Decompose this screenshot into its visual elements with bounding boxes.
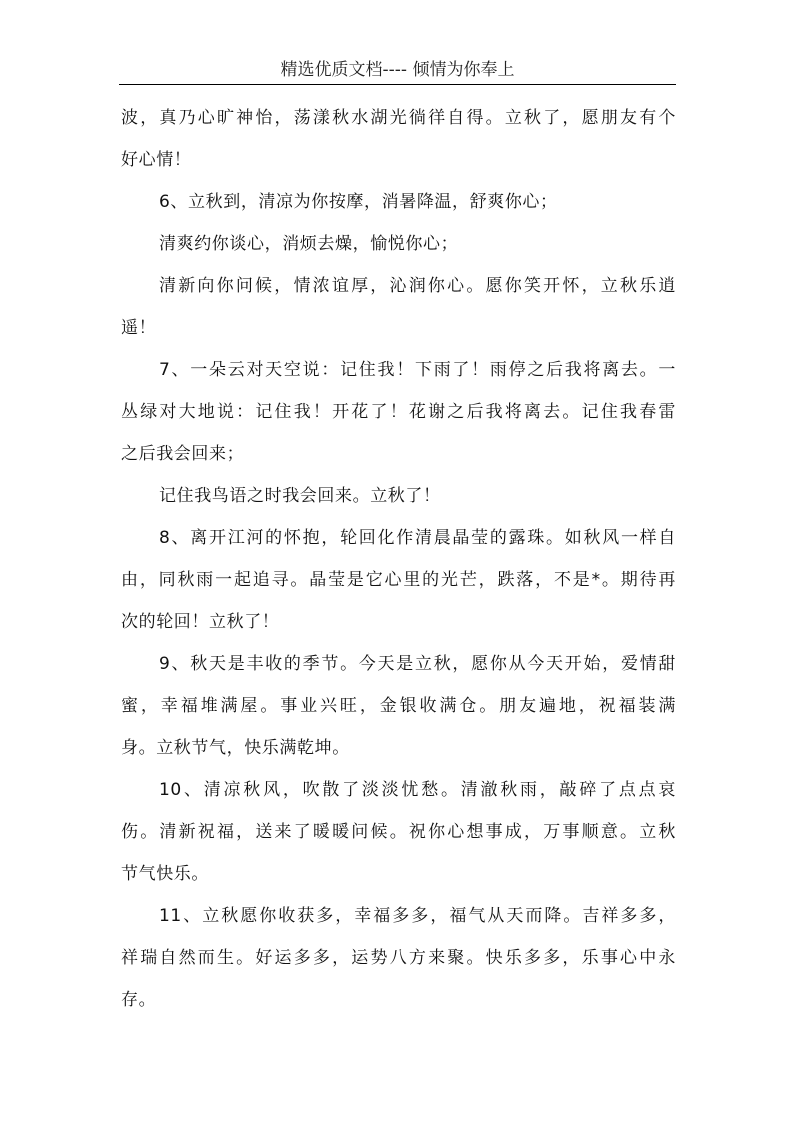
text-line: 清爽约你谈心，消烦去燥，愉悦你心；	[159, 234, 459, 254]
text-line: 11、立秋愿你收获多，幸福多多，福气从天而降。吉祥多多，	[159, 906, 676, 926]
text-line: 存。	[121, 990, 157, 1010]
text-line: 波，真乃心旷神怡，荡漾秋水湖光徜徉自得。立秋了，愿朋友有个	[121, 108, 676, 128]
text-line: 伤。清新祝福，送来了暖暖问候。祝你心想事成，万事顺意。立秋	[121, 822, 676, 842]
document-body	[121, 103, 676, 1027]
text-line: 清新向你问候，情浓谊厚，沁润你心。愿你笑开怀，立秋乐逍	[159, 276, 676, 296]
text-line: 10、清凉秋风，吹散了淡淡忧愁。清澈秋雨，敲碎了点点哀	[159, 780, 676, 800]
text-line: 好心情！	[121, 150, 192, 170]
text-line: 之后我会回来；	[121, 444, 245, 464]
text-line: 祥瑞自然而生。好运多多，运势八方来聚。快乐多多，乐事心中永	[121, 948, 676, 968]
text-line: 9、秋天是丰收的季节。今天是立秋，愿你从今天开始，爱情甜	[159, 654, 676, 674]
text-line: 身。立秋节气，快乐满乾坤。	[121, 738, 350, 758]
text-line: 7、一朵云对天空说：记住我！下雨了！雨停之后我将离去。一	[159, 360, 676, 380]
text-line: 遥！	[121, 318, 157, 338]
text-line: 次的轮回！立秋了！	[121, 612, 280, 632]
text-line: 节气快乐。	[121, 864, 209, 884]
text-line: 8、离开江河的怀抱，轮回化作清晨晶莹的露珠。如秋风一样自	[159, 528, 676, 548]
text-line: 由，同秋雨一起追寻。晶莹是它心里的光芒，跌落，不是*。期待再	[121, 570, 676, 590]
text-line: 记住我鸟语之时我会回来。立秋了！	[159, 486, 441, 506]
text-line: 丛绿对大地说：记住我！开花了！花谢之后我将离去。记住我春雷	[121, 402, 676, 422]
page-header: 精选优质文档---- 倾情为你奉上	[119, 58, 676, 85]
text-line: 蜜，幸福堆满屋。事业兴旺，金银收满仓。朋友遍地，祝福装满	[121, 696, 676, 716]
text-line: 6、立秋到，清凉为你按摩，消暑降温，舒爽你心；	[159, 192, 558, 212]
